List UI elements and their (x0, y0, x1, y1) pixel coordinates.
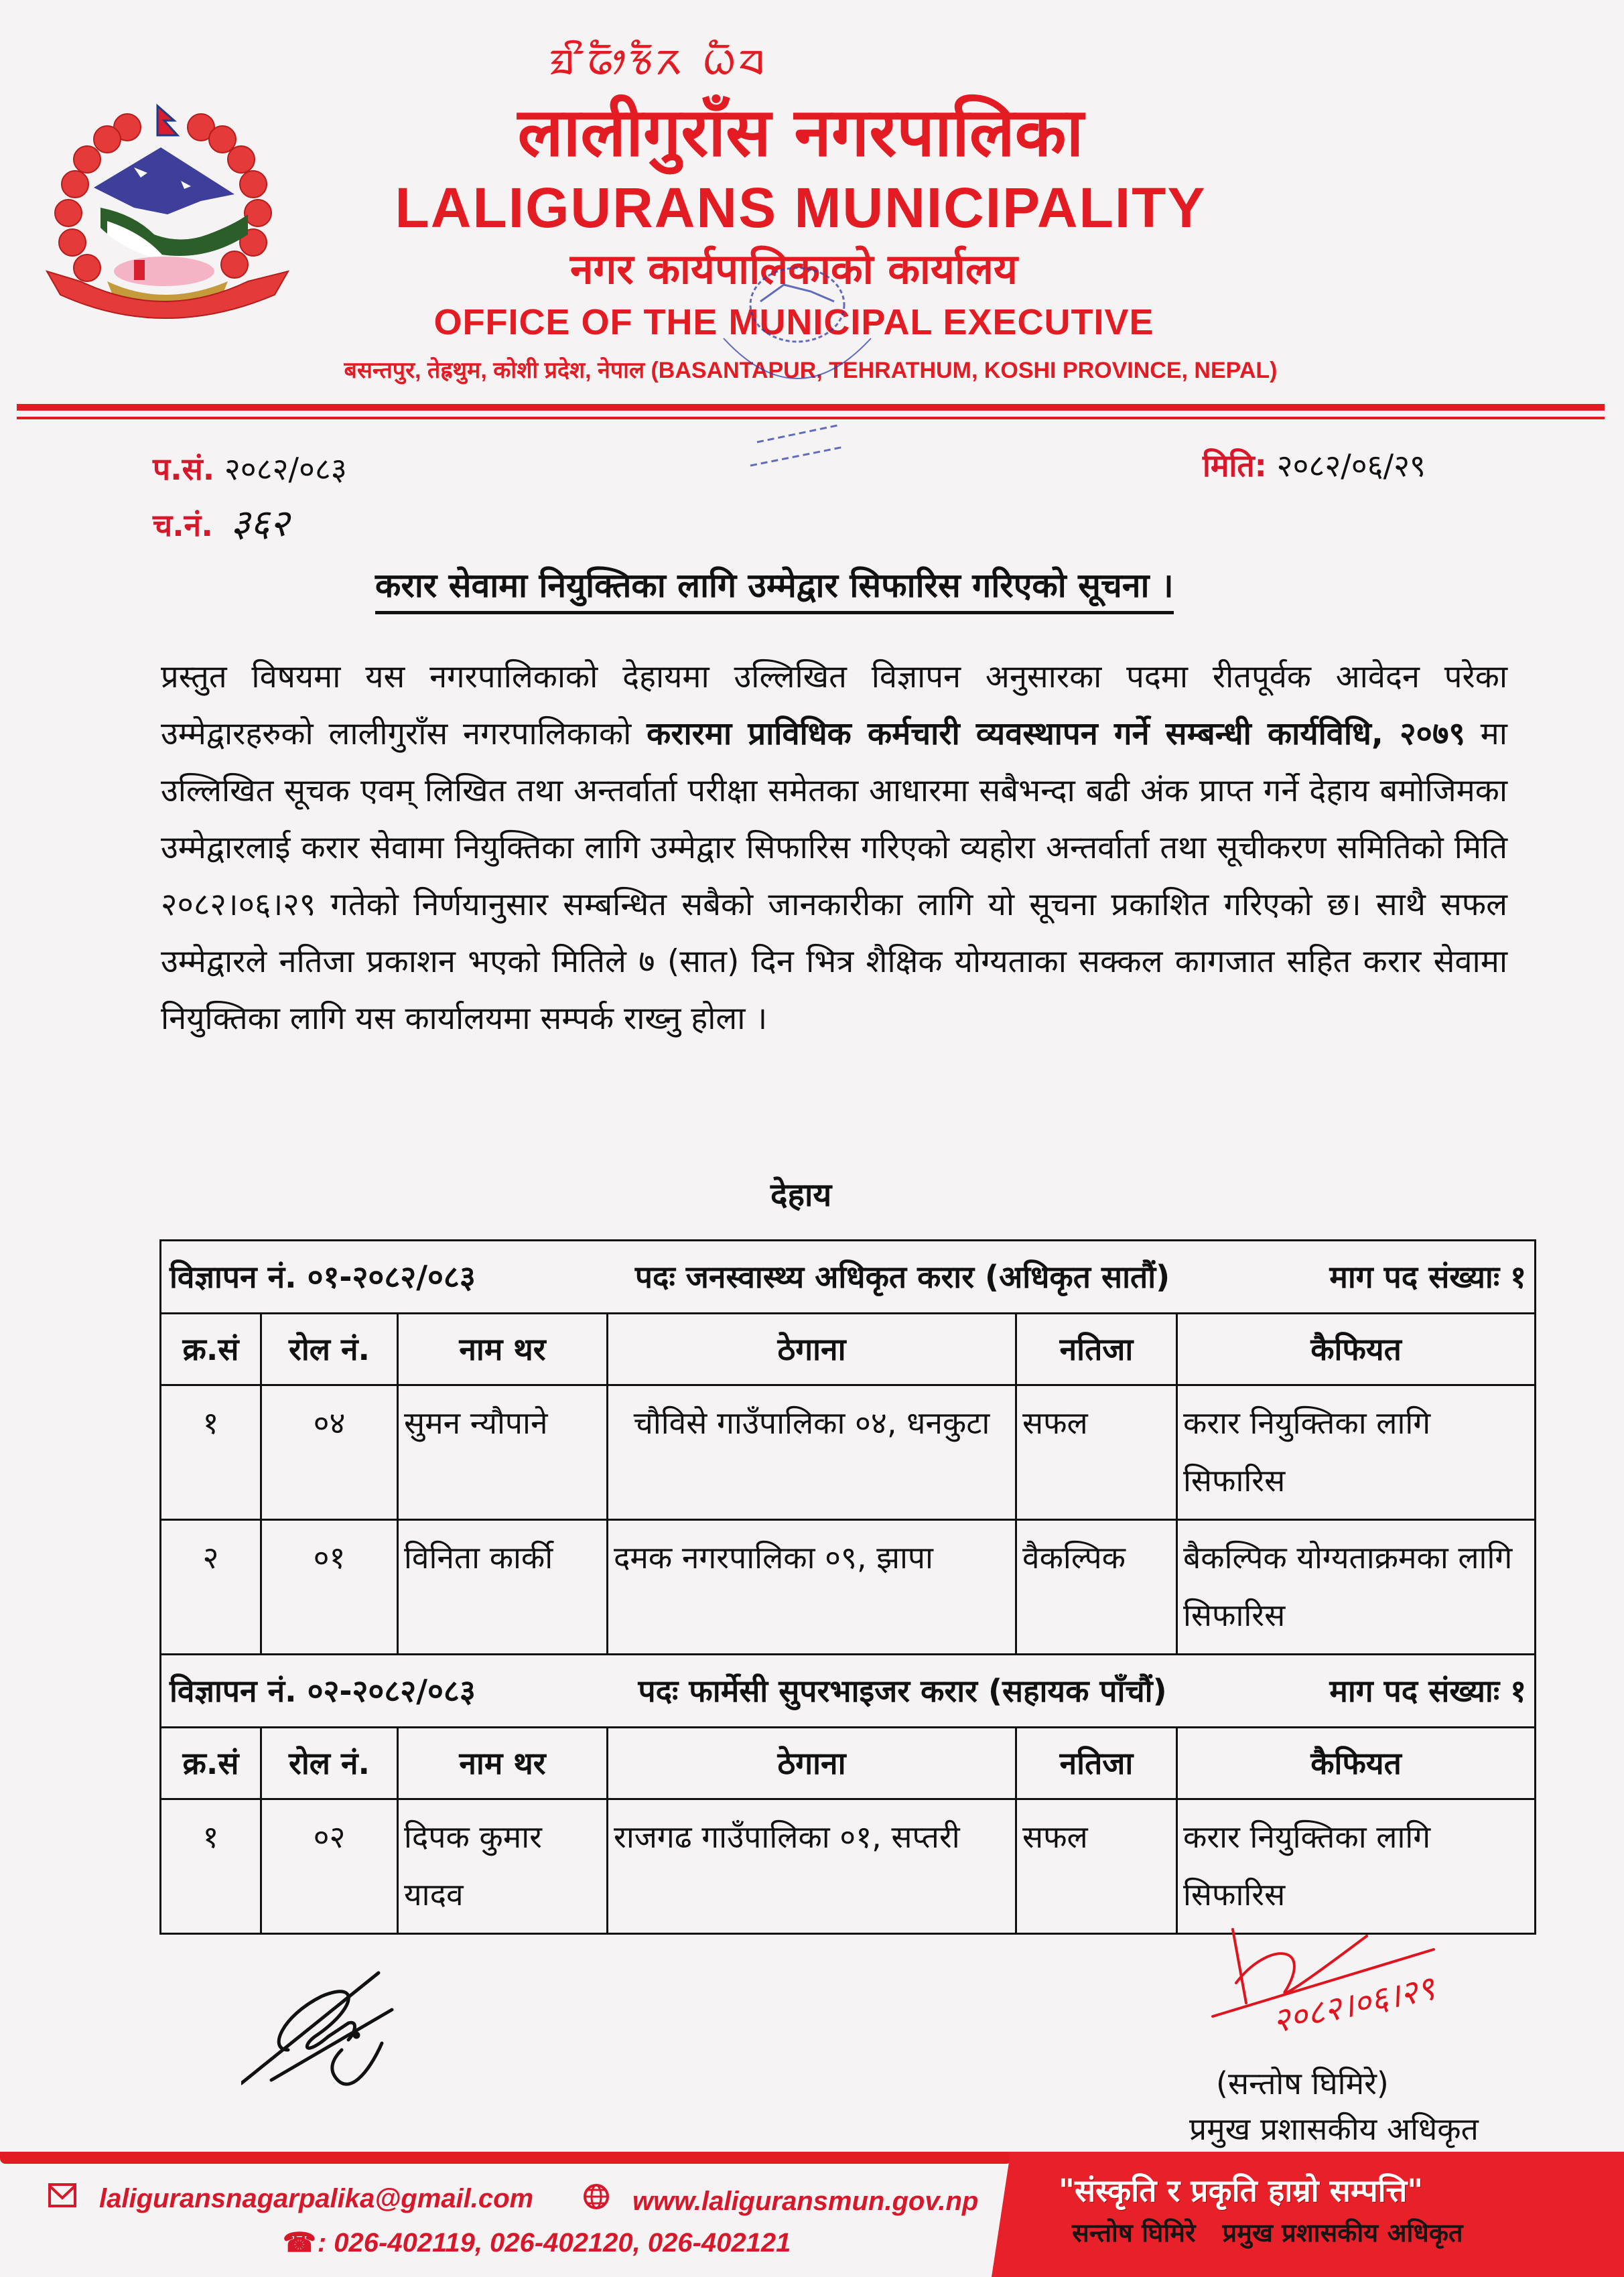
col-address: ठेगाना (608, 1314, 1016, 1385)
footer-website (583, 2182, 978, 2221)
office-name-nepali: नगर कार्यपालिकाको कार्यालय (570, 245, 1018, 293)
letter-reference-number (153, 449, 347, 489)
col-serial: क्र.सं (161, 1728, 261, 1799)
col-result: नतिजा (1016, 1728, 1177, 1799)
table-row (161, 1520, 1536, 1655)
email-address[interactable]: laliguransnagarpalika@gmail.com (99, 2184, 534, 2213)
cell-serial: २ (161, 1520, 261, 1655)
table-row (161, 1799, 1536, 1934)
cell-serial: १ (161, 1385, 261, 1520)
col-address: ठेगाना (608, 1728, 1016, 1799)
col-roll: रोल नं. (261, 1314, 398, 1385)
advertisement-header (161, 1241, 1536, 1314)
name-title-rubber-stamp (1072, 2219, 1463, 2247)
ref-cn-label: च.नं. (153, 507, 213, 543)
letter-date (1203, 445, 1426, 486)
cell-serial: १ (161, 1799, 261, 1934)
stamp-name: सन्तोष घिमिरे (1072, 2218, 1196, 2248)
municipality-name-english: LALIGURANS MUNICIPALITY (395, 176, 1207, 239)
stamp-title: प्रमुख प्रशासकीय अधिकृत (1222, 2218, 1463, 2248)
telephone-icon: ☎ (283, 2228, 316, 2258)
cell-address: राजगढ गाउँपालिका ०१, सप्तरी (608, 1799, 1016, 1934)
ref-cn-value-handwritten: ३६२ (230, 502, 289, 545)
col-serial: क्र.सं (161, 1314, 261, 1385)
handwritten-sign-date: २०८२।०६।२९ (1268, 1968, 1438, 2041)
signer-name: (सन्तोष घिमिरे) (1216, 2065, 1389, 2101)
footer-phone (283, 2226, 791, 2260)
cell-name: विनिता कार्की (398, 1520, 608, 1655)
cell-remarks: बैकल्पिक योग्यताक्रमका लागि सिफारिस (1177, 1520, 1536, 1655)
col-roll: रोल नं. (261, 1728, 398, 1799)
footer-slogan: "संस्कृति र प्रकृति हाम्रो सम्पत्ति" (1059, 2172, 1424, 2209)
table-heading: देहाय (770, 1176, 832, 1214)
cell-remarks: करार नियुक्तिका लागि सिफारिस (1177, 1799, 1536, 1934)
office-seal-stamp (710, 265, 884, 486)
body-text-bold: करारमा प्राविधिक कर्मचारी व्यवस्थापन गर्ने सम्बन्धी कार्यविधि, २०७९ (647, 715, 1465, 752)
footer-email (48, 2182, 533, 2215)
signer-title: प्रमुख प्रशासकीय अधिकृत (1189, 2111, 1479, 2147)
cell-remarks: करार नियुक्तिका लागि सिफारिस (1177, 1385, 1536, 1520)
ref-ps-value: २०८२/०८३ (224, 451, 347, 487)
envelope-icon (48, 2182, 76, 2215)
adv-post: पदः फार्मेसी सुपरभाइजर करार (सहायक पाँचौं) (638, 1673, 1167, 1709)
cell-result: वैकल्पिक (1016, 1520, 1177, 1655)
cell-name: दिपक कुमार यादव (398, 1799, 608, 1934)
cell-roll: ०२ (261, 1799, 398, 1934)
body-text-2: मा उल्लिखित सूचक एवम् लिखित तथा अन्तर्वार्ता परीक्षा समेतका आधारमा सबैभन्दा बढी अंक प्राप्त गर्ने देहाय बमोजिमका उम्मेद्वारलाई करार सेवामा नियुक्तिका लागि उम्मेद्वार सिफारिस गरिएको व्यहोरा अन्तर्वार्ता तथा सूचीकरण समितिको मिति २०८२।०६।२९ गतेको निर्णयानुसार सम्बन्धित सबैको जानकारीका लागि यो सूचना प्रकाशित गरिएको छ। साथै सफल उम्मेद्वारले नतिजा प्रकाशन भएको मितिले ७ (सात) दिन भित्र शैक्षिक योग्यताका सक्कल कागजात सहित करार सेवामा नियुक्तिका लागि यस कार्यालयमा सम्पर्क राख्नु होला । (161, 715, 1507, 1037)
nepal-emblem-logo (33, 100, 301, 342)
cell-roll: ०१ (261, 1520, 398, 1655)
adv-number: विज्ञापन नं. ०२-२०८२/०८३ (170, 1673, 476, 1709)
adv-demand-count: माग पद संख्याः १ (1329, 1673, 1527, 1709)
col-name: नाम थर (398, 1728, 608, 1799)
adv-post: पदः जनस्वास्थ्य अधिकृत करार (अधिकृत सातौं) (634, 1259, 1170, 1295)
cell-address: दमक नगरपालिका ०९, झापा (608, 1520, 1016, 1655)
col-name: नाम थर (398, 1314, 608, 1385)
notice-body (161, 648, 1507, 1047)
ref-ps-label: प.सं. (153, 451, 215, 487)
phone-numbers: : 026-402119, 026-402120, 026-402121 (317, 2228, 791, 2258)
globe-icon (583, 2182, 610, 2221)
adv-demand-count: माग पद संख्याः १ (1329, 1259, 1527, 1295)
adv-number: विज्ञापन नं. ०१-२०८२/०८३ (170, 1259, 476, 1295)
col-remarks: कैफियत (1177, 1314, 1536, 1385)
municipality-name-nepali: लालीगुराँस नगरपालिका (517, 93, 1084, 171)
office-name-english: OFFICE OF THE MUNICIPAL EXECUTIVE (433, 302, 1154, 342)
cell-address: चौविसे गाउँपालिका ०४, धनकुटा (608, 1385, 1016, 1520)
date-label: मिति: (1203, 447, 1267, 484)
date-value: २०८२/०६/२९ (1276, 447, 1426, 484)
notice-subject: करार सेवामा नियुक्तिका लागि उम्मेद्वार सिफारिस गरिएको सूचना । (375, 564, 1174, 614)
advertisement-header (161, 1655, 1536, 1728)
dispatch-number (153, 504, 289, 545)
candidate-table (159, 1239, 1536, 1935)
col-result: नतिजा (1016, 1314, 1177, 1385)
limbu-script-name: ᤀᤡᤒᤥᤃᤠᤖ ᤐᤠᤔ (549, 29, 768, 85)
footer-red-line (0, 2152, 1012, 2164)
table-header-row (161, 1314, 1536, 1385)
table-row (161, 1385, 1536, 1520)
website-url[interactable]: www.laliguransmun.gov.np (632, 2187, 979, 2216)
cell-roll: ०४ (261, 1385, 398, 1520)
table-header-row (161, 1728, 1536, 1799)
cell-result: सफल (1016, 1799, 1177, 1934)
body-text-1: प्रस्तुत विषयमा यस नगरपालिकाको देहायमा उल्लिखित विज्ञापन अनुसारका पदमा रीतपूर्वक आवेदन परेका उम्मेद्वारहरुको लालीगुराँस नगरपालिकाको (161, 659, 1507, 752)
handwritten-signature-left (241, 1956, 456, 2090)
col-remarks: कैफियत (1177, 1728, 1536, 1799)
cell-name: सुमन न्यौपाने (398, 1385, 608, 1520)
cell-result: सफल (1016, 1385, 1177, 1520)
office-address: बसन्तपुर, तेह्रथुम, कोशी प्रदेश, नेपाल (BASANTAPUR, TEHRATHUM, KOSHI PROVINCE, NEPAL) (344, 358, 1278, 383)
